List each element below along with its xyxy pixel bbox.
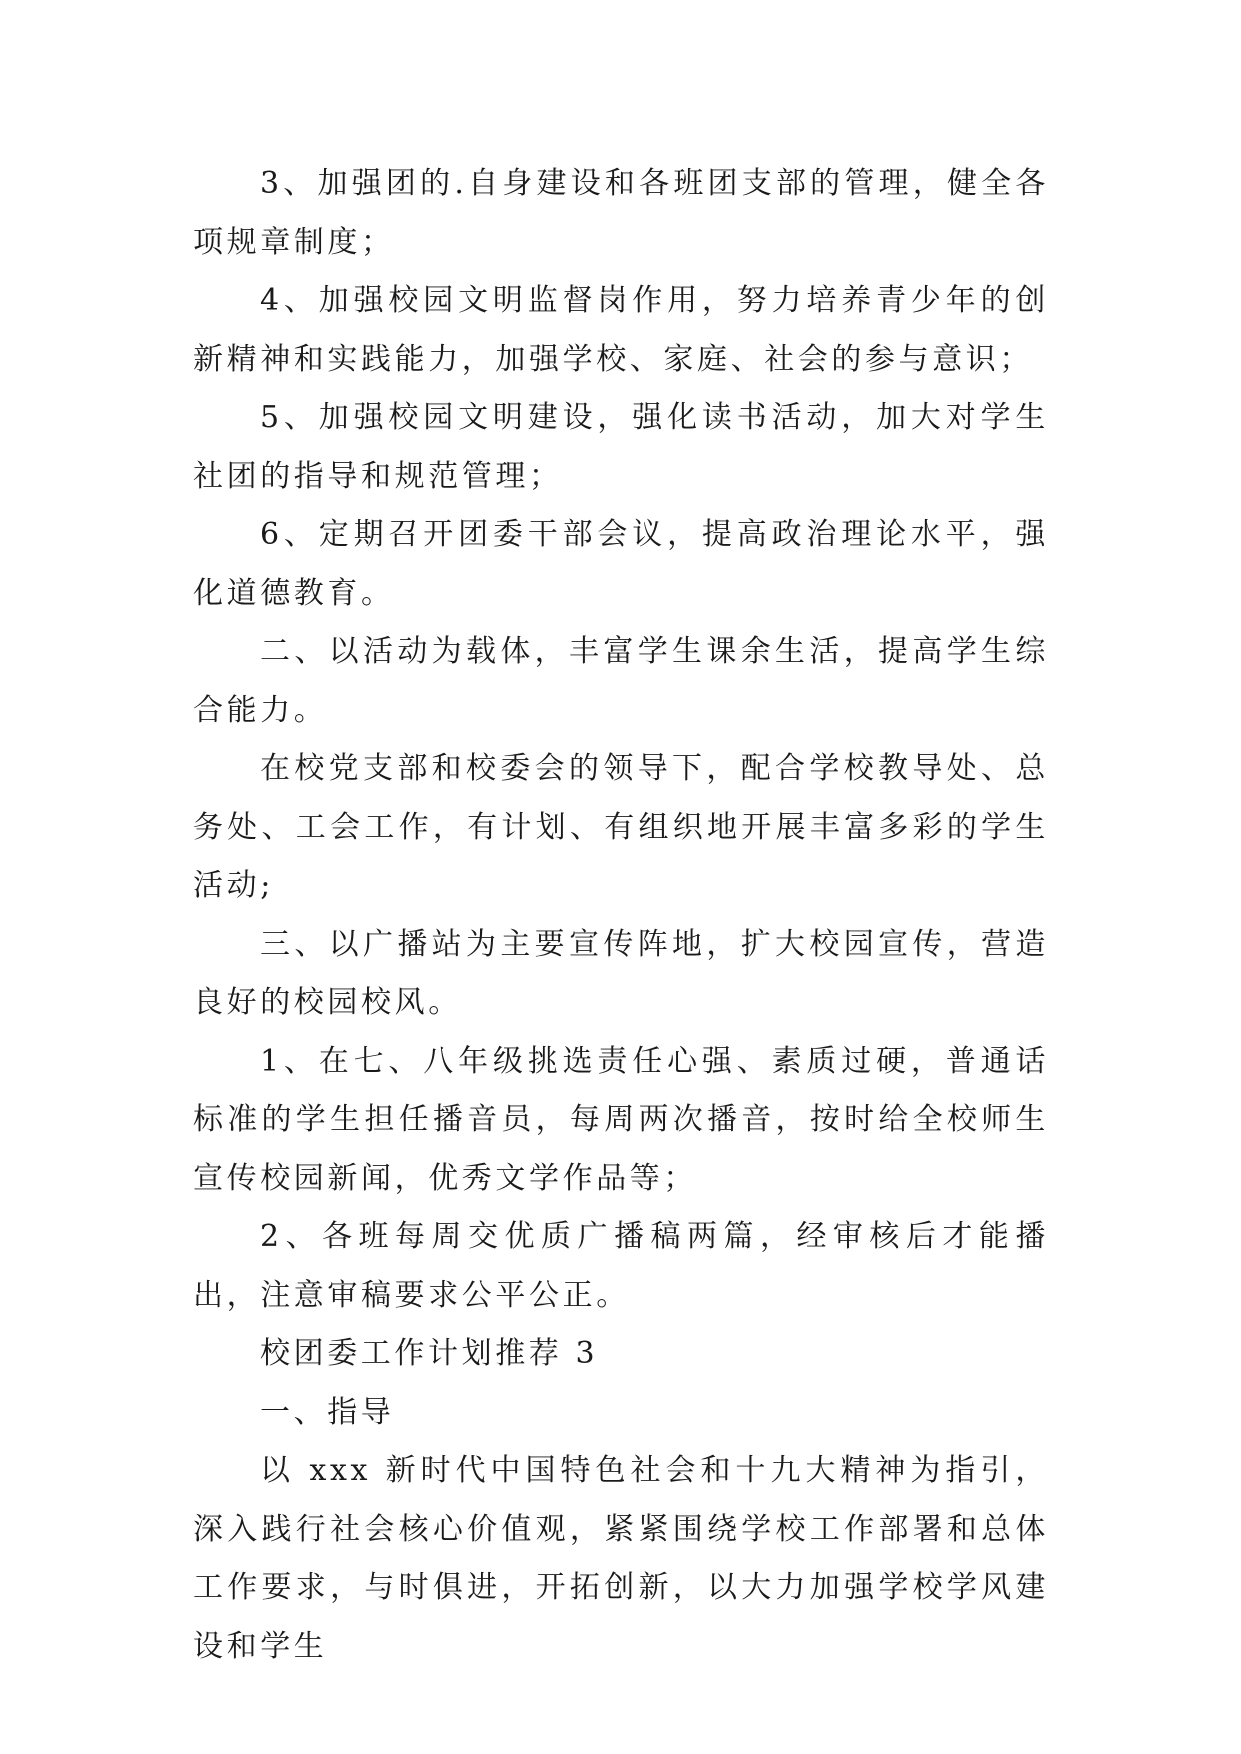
section-heading-3: 三、以广播站为主要宣传阵地，扩大校园宣传，营造良好的校园校风。 xyxy=(193,926,1049,1020)
paragraph-item-3: 3、加强团的.自身建设和各班团支部的管理，健全各项规章制度； xyxy=(193,166,1049,260)
paragraph-guidance-body: 以 xxx 新时代中国特色社会和十九大精神为指引，深入践行社会核心价值观，紧紧围绕学校工作部署和总体工作要求，与时俱进，开拓创新，以大力加强学校学风建设和学生 xyxy=(193,1453,1049,1664)
section-heading-2: 二、以活动为载体，丰富学生课余生活，提高学生综合能力。 xyxy=(193,634,1049,728)
document-title: 校团委工作计划推荐 3 xyxy=(260,1336,599,1371)
paragraph-section-2-body: 在校党支部和校委会的领导下，配合学校教导处、总务处、工会工作，有计划、有组织地开展丰富多彩的学生活动; xyxy=(193,751,1049,903)
paragraph-item-4: 4、加强校园文明监督岗作用，努力培养青少年的创新精神和实践能力，加强学校、家庭、社会的参与意识； xyxy=(193,283,1049,377)
paragraph-item-6: 6、定期召开团委干部会议，提高政治理论水平，强化道德教育。 xyxy=(193,517,1049,611)
paragraph-item-2: 2、各班每周交优质广播稿两篇，经审核后才能播出，注意审稿要求公平公正。 xyxy=(193,1219,1049,1313)
paragraph-item-5: 5、加强校园文明建设，强化读书活动，加大对学生社团的指导和规范管理； xyxy=(193,400,1049,494)
paragraph-item-1: 1、在七、八年级挑选责任心强、素质过硬，普通话标准的学生担任播音员，每周两次播音，按时给全校师生宣传校园新闻，优秀文学作品等； xyxy=(193,1043,1049,1196)
section-heading-1: 一、指导 xyxy=(260,1394,395,1430)
document-body xyxy=(193,155,1049,1676)
